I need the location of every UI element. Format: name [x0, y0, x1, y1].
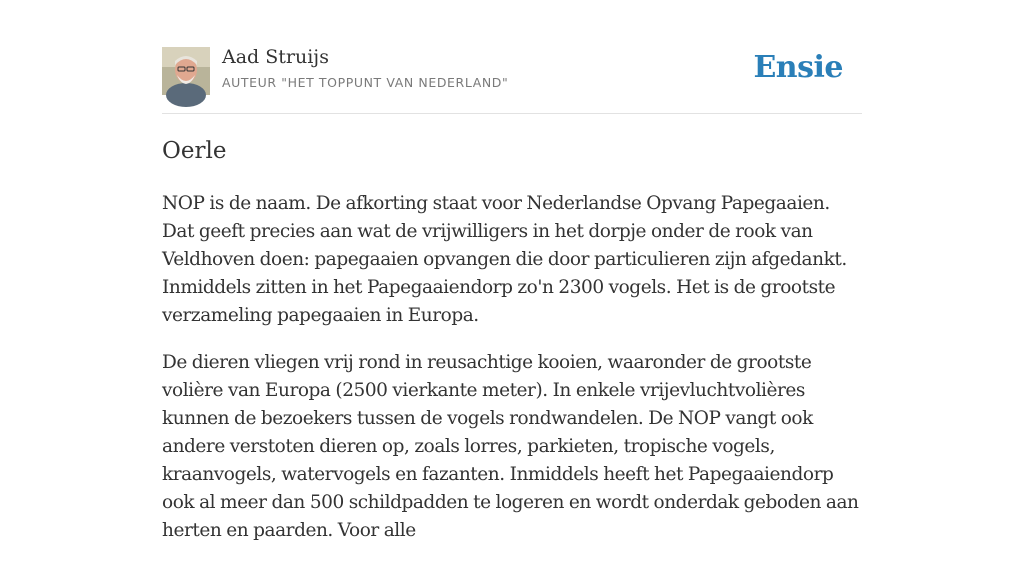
article-title: Oerle [162, 138, 227, 164]
avatar-portrait-icon [162, 47, 210, 95]
author-header [162, 0, 862, 114]
author-tagline: AUTEUR "HET TOPPUNT VAN NEDERLAND" [222, 75, 509, 90]
article-paragraph-1: NOP is de naam. De afkorting staat voor Nederlandse Opvang Papegaaien. Dat geeft precies aan wat de vrijwilligers in het dorpje onder de rook van Veldhoven doen: papegaaien opvangen die door particulieren zijn afgedankt. Inmiddels zitten in het Papegaaiendorp zo'n 2300 vogels. Het is de grootste verzameling papegaaien in Europa. [162, 193, 847, 326]
author-name[interactable]: Aad Struijs [222, 46, 329, 68]
author-avatar[interactable] [162, 47, 210, 95]
article-paragraph-2: De dieren vliegen vrij rond in reusachtige kooien, waaronder de grootste volière van Europa (2500 vierkante meter). In enkele vrijevluchtvolières kunnen de bezoekers tussen de vogels rondwandelen. De NOP vangt ook andere verstoten dieren op, zoals lorres, parkieten, tropische vogels, kraanvogels, watervogels en fazanten. Inmiddels heeft het Papegaaiendorp ook al meer dan 500 schildpadden te logeren en wordt onderdak geboden aan herten en paarden. Voor alle [162, 352, 859, 541]
page-container [162, 0, 862, 541]
ensie-logo[interactable]: Ensie [753, 50, 843, 85]
article-body [162, 190, 862, 564]
